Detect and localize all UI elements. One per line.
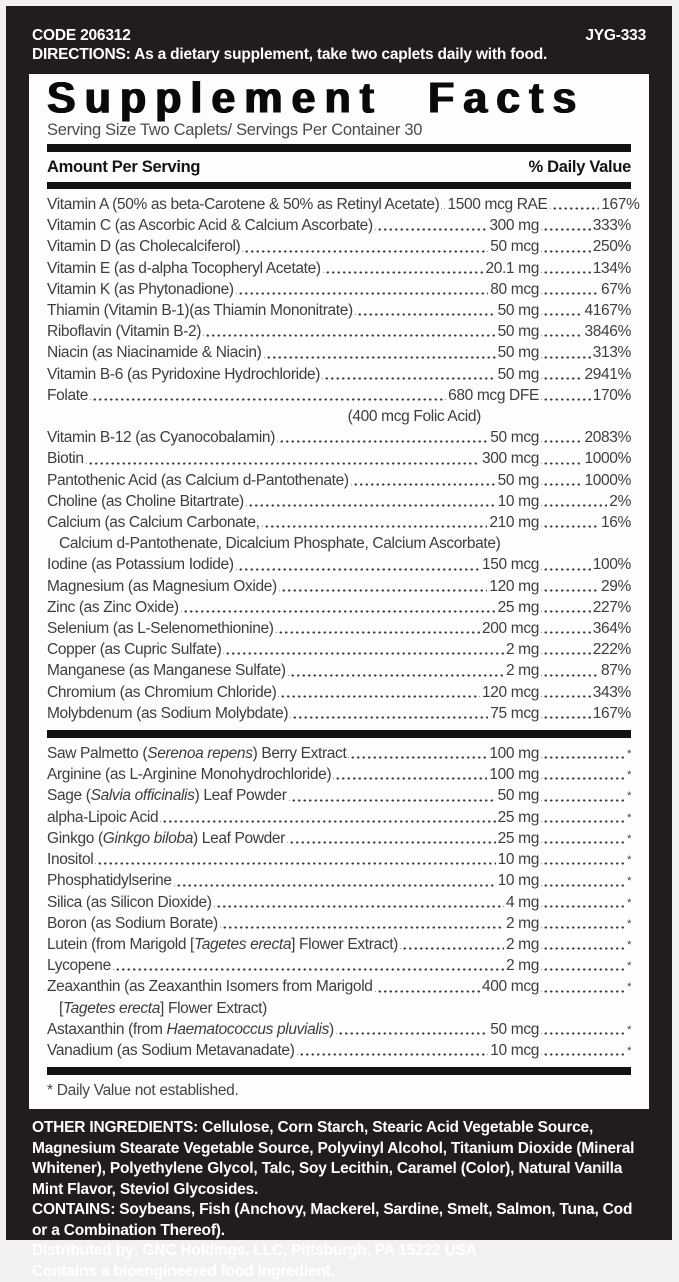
ingredient-amount: 100 mg — [489, 766, 539, 784]
ingredient-amount: 4 mg — [505, 893, 539, 911]
dot-leader — [541, 764, 625, 785]
ingredient-daily-value: * — [627, 875, 631, 888]
ingredient-name: Chromium (as Chromium Chloride) — [47, 683, 277, 701]
dot-leader — [264, 342, 496, 363]
ingredient-row — [47, 279, 631, 300]
dot-leader — [290, 703, 488, 724]
daily-value-cell — [539, 554, 631, 575]
ingredient-row — [47, 807, 631, 828]
ingredient-row — [47, 1040, 631, 1061]
daily-value-cell — [539, 618, 631, 639]
ingredient-name: Boron (as Sodium Borate) — [47, 914, 218, 932]
ingredient-daily-value: 87% — [601, 662, 631, 680]
dot-leader — [541, 639, 591, 660]
daily-value-cell — [539, 934, 631, 955]
ingredient-amount: 50 mg — [497, 365, 539, 383]
dot-leader — [541, 703, 591, 724]
ingredient-name: Pantothenic Acid (as Calcium d-Pantothenate) — [47, 471, 349, 489]
dot-leader — [541, 427, 582, 448]
ingredient-daily-value: 1000% — [584, 450, 631, 468]
ingredient-name: Selenium (as L-Selenomethionine) — [47, 620, 274, 638]
dot-leader — [322, 364, 496, 385]
ingredient-name: Biotin — [47, 450, 84, 468]
ingredient-amount: 10 mg — [497, 872, 539, 890]
dot-leader — [541, 364, 582, 385]
dot-leader — [276, 618, 480, 639]
ingredient-name: Vitamin B-12 (as Cyanocobalamin) — [47, 429, 276, 447]
ingredient-daily-value: * — [627, 832, 631, 845]
daily-value-cell — [539, 892, 631, 913]
dot-leader — [277, 427, 488, 448]
dot-leader — [541, 1040, 625, 1061]
ingredient-daily-value: 222% — [592, 641, 631, 659]
dot-leader — [279, 576, 488, 597]
dot-leader — [541, 849, 625, 870]
ingredient-name: Choline (as Choline Bitartrate) — [47, 492, 244, 510]
ingredient-name: Sage (Salvia officinalis) Leaf Powder — [47, 787, 287, 805]
dot-leader — [541, 470, 582, 491]
daily-value-cell — [539, 743, 631, 764]
dot-leader — [351, 470, 496, 491]
ingredient-name: Vanadium (as Sodium Metavanadate) — [47, 1041, 295, 1059]
contains-line — [32, 1200, 646, 1241]
dot-leader — [541, 870, 625, 891]
daily-value-cell — [539, 785, 631, 806]
ingredient-row — [47, 639, 631, 660]
product-code: CODE 206312 — [32, 27, 131, 44]
daily-value-cell — [539, 703, 631, 724]
ingredient-row — [47, 576, 631, 597]
column-header-amount: Amount Per Serving — [47, 158, 201, 176]
dot-leader — [541, 913, 625, 934]
dot-leader — [541, 448, 582, 469]
ingredient-amount: 25 mg — [497, 829, 539, 847]
ingredient-name: Vitamin A (50% as beta-Carotene & 50% as Retinyl Acetate) — [47, 196, 440, 213]
ingredient-name: Inositol — [47, 851, 94, 869]
daily-value-cell — [539, 976, 631, 997]
ingredient-row — [47, 976, 631, 997]
ingredient-row — [47, 618, 631, 639]
ingredient-amount: 50 mg — [497, 344, 539, 362]
ingredient-daily-value: 170% — [592, 386, 631, 404]
dot-leader — [541, 828, 625, 849]
directions-line — [32, 45, 646, 64]
ingredient-daily-value: 3846% — [584, 323, 631, 341]
ingredient-daily-value: 227% — [592, 598, 631, 616]
ingredient-amount: 10 mg — [497, 492, 539, 510]
daily-value-cell — [539, 828, 631, 849]
ingredient-daily-value: 1000% — [584, 471, 631, 489]
daily-value-cell — [539, 913, 631, 934]
dot-leader — [355, 300, 496, 321]
ingredient-row — [47, 194, 640, 215]
daily-value-cell — [539, 215, 631, 236]
distributed-by-label: Distributed by: — [32, 1242, 139, 1260]
daily-value-cell — [539, 321, 631, 342]
dot-leader — [541, 785, 625, 806]
daily-value-cell — [539, 427, 631, 448]
ingredient-daily-value: 2083% — [584, 429, 631, 447]
dot-leader — [541, 597, 591, 618]
daily-value-cell — [539, 512, 631, 533]
ingredient-name: Zinc (as Zinc Oxide) — [47, 598, 179, 616]
dot-leader — [236, 554, 480, 575]
daily-value-cell — [539, 870, 631, 891]
dot-leader — [95, 849, 495, 870]
dot-leader — [181, 597, 496, 618]
dot-leader — [86, 448, 480, 469]
daily-value-cell — [539, 682, 631, 703]
ingredient-name: Riboflavin (Vitamin B-2) — [47, 323, 202, 341]
divider-bar — [47, 1067, 631, 1075]
ingredient-row — [47, 743, 631, 764]
ingredient-name: Niacin (as Niacinamide & Niacin) — [47, 344, 262, 362]
code-row — [32, 26, 646, 45]
dot-leader — [541, 976, 625, 997]
dot-leader — [236, 279, 489, 300]
ingredient-row — [47, 554, 631, 575]
ingredient-name: Astaxanthin (from Haematococcus pluvialis) — [47, 1020, 334, 1038]
daily-value-cell — [539, 1019, 631, 1040]
dot-leader — [242, 236, 488, 257]
ingredient-amount: 1500 mcg RAE — [447, 196, 548, 213]
dot-leader — [90, 385, 446, 406]
ingredient-amount: 20.1 mg — [485, 259, 539, 277]
ingredient-row — [47, 448, 631, 469]
ingredient-daily-value: 16% — [601, 514, 631, 532]
dot-leader — [262, 512, 488, 533]
dot-leader — [541, 258, 591, 279]
ingredient-row — [47, 764, 631, 785]
dot-leader — [375, 976, 480, 997]
dot-leader — [541, 342, 591, 363]
daily-value-cell — [539, 849, 631, 870]
ingredient-row — [47, 491, 631, 512]
ingredient-name: Lutein (from Marigold [Tagetes erecta] Flower Extract) — [47, 935, 398, 953]
ingredient-name: Vitamin D (as Cholecalciferol) — [47, 238, 241, 256]
ingredient-name: Copper (as Cupric Sulfate) — [47, 641, 222, 659]
ingredient-row — [47, 934, 631, 955]
ingredient-row — [47, 828, 631, 849]
ingredient-daily-value: 343% — [592, 683, 631, 701]
dot-leader — [541, 955, 625, 976]
supplement-label — [6, 6, 672, 1280]
daily-value-cell — [539, 660, 631, 681]
contains-text: Soybeans, Fish (Anchovy, Mackerel, Sardine, Smelt, Salmon, Tuna, Cod or a Combination Thereof). — [32, 1201, 633, 1239]
ingredient-row — [47, 1019, 631, 1040]
ingredient-name: Iodine (as Potassium Iodide) — [47, 556, 234, 574]
ingredient-amount: 80 mcg — [490, 280, 539, 298]
ingredient-name: Ginkgo (Ginkgo biloba) Leaf Powder — [47, 829, 285, 847]
dot-leader — [246, 491, 496, 512]
dot-leader — [541, 215, 591, 236]
ingredient-amount: 2 mg — [505, 957, 539, 975]
ingredient-row — [47, 597, 631, 618]
ingredient-amount: 210 mg — [489, 514, 539, 532]
other-ingredients-label: OTHER INGREDIENTS: — [32, 1119, 199, 1137]
divider-bar — [47, 144, 631, 152]
dot-leader — [333, 764, 487, 785]
ingredient-continuation: Calcium d-Pantothenate, Dicalcium Phosphate, Calcium Ascorbate) — [59, 535, 501, 553]
ingredient-row — [47, 849, 631, 870]
dot-leader — [541, 512, 599, 533]
ingredient-daily-value: * — [627, 960, 631, 973]
divider-bar — [47, 182, 631, 189]
ingredient-row — [47, 955, 631, 976]
ingredient-row — [47, 703, 631, 724]
dot-leader — [541, 682, 591, 703]
ingredient-amount: 25 mg — [497, 808, 539, 826]
ingredient-row — [47, 364, 631, 385]
dot-leader — [541, 491, 607, 512]
ingredient-row — [47, 512, 631, 533]
ingredient-row — [47, 258, 631, 279]
dot-leader — [323, 258, 484, 279]
dot-leader — [541, 807, 625, 828]
ingredient-row — [47, 236, 631, 257]
dot-leader — [541, 385, 591, 406]
ingredient-amount: 10 mg — [497, 851, 539, 869]
ingredient-daily-value: 2941% — [584, 365, 631, 383]
ingredient-amount: 25 mg — [497, 598, 539, 616]
ingredient-daily-value: * — [627, 854, 631, 867]
ingredient-amount: 50 mg — [497, 471, 539, 489]
column-header-row — [47, 155, 631, 179]
ingredient-name: Folate — [47, 386, 88, 404]
ingredient-row — [47, 682, 631, 703]
dot-leader — [336, 1019, 488, 1040]
daily-value-cell — [539, 279, 631, 300]
ingredient-row — [47, 870, 631, 891]
dot-leader — [541, 934, 625, 955]
ingredient-amount: 50 mg — [497, 302, 539, 320]
dot-leader — [541, 554, 591, 575]
dot-leader — [160, 807, 495, 828]
ingredient-daily-value: 67% — [601, 280, 631, 298]
ingredient-row — [47, 342, 631, 363]
ingredient-row — [47, 300, 631, 321]
ingredient-row — [47, 913, 631, 934]
ingredient-row — [47, 785, 631, 806]
dot-leader — [278, 682, 480, 703]
label-bottom-footer — [6, 1109, 672, 1282]
daily-value-cell — [539, 258, 631, 279]
daily-value-footnote: * Daily Value not established. — [47, 1082, 239, 1100]
panel-title: Supplement Facts — [47, 73, 586, 123]
ingredient-amount: 2 mg — [505, 935, 539, 953]
dot-leader — [375, 215, 488, 236]
ingredient-daily-value: 2% — [609, 492, 631, 510]
ingredient-daily-value: 167% — [601, 196, 640, 213]
ingredient-amount: 400 mcg — [482, 978, 539, 996]
ingredient-daily-value: 364% — [592, 620, 631, 638]
dot-leader — [441, 194, 445, 215]
ingredient-name: Vitamin E (as d-alpha Tocopheryl Acetate) — [47, 259, 321, 277]
supplement-facts-panel — [29, 74, 649, 1109]
ingredient-name: Vitamin B-6 (as Pyridoxine Hydrochloride) — [47, 365, 321, 383]
ingredient-name: Thiamin (Vitamin B-1)(as Thiamin Mononitrate) — [47, 302, 353, 320]
ingredient-row — [47, 470, 631, 491]
ingredient-amount: 120 mg — [489, 577, 539, 595]
ingredient-daily-value: 250% — [592, 238, 631, 256]
ingredient-row — [47, 660, 631, 681]
ingredient-daily-value: 313% — [592, 344, 631, 362]
ingredient-continuation: [Tagetes erecta] Flower Extract) — [59, 999, 267, 1017]
label-top-header — [6, 6, 672, 70]
daily-value-cell — [539, 807, 631, 828]
ingredient-row — [47, 427, 631, 448]
dot-leader — [287, 828, 496, 849]
ingredient-name: Saw Palmetto (Serenoa repens) Berry Extract — [47, 745, 347, 763]
ingredient-daily-value: 100% — [592, 556, 631, 574]
ingredient-daily-value: * — [627, 1044, 631, 1057]
ingredient-row — [47, 385, 631, 406]
ingredient-row — [47, 321, 631, 342]
ingredient-daily-value: * — [627, 896, 631, 909]
column-header-daily-value: % Daily Value — [528, 158, 631, 176]
other-ingredients-text: Cellulose, Corn Starch, Stearic Acid Vegetable Source, Magnesium Stearate Vegetable Source, Polyvinyl Alcohol, Titanium Dioxide (Mineral Whitener), Polyethylene Glycol, Talc, Soy Lecithin, Caramel (Color), Natural Vanilla Mint Flavor, Steviol Glycosides. — [32, 1119, 635, 1198]
dot-leader — [113, 955, 504, 976]
ingredient-name: Vitamin K (as Phytonadione) — [47, 280, 234, 298]
daily-value-cell — [539, 364, 631, 385]
daily-value-cell — [539, 236, 631, 257]
bioengineered-line: Contains a bioengineered food ingredient. — [32, 1262, 335, 1280]
ingredient-daily-value: * — [627, 917, 631, 930]
ingredient-daily-value: * — [627, 811, 631, 824]
dot-leader — [400, 934, 504, 955]
ingredient-daily-value: 167% — [592, 704, 631, 722]
dot-leader — [289, 785, 496, 806]
ingredient-amount: 2 mg — [505, 641, 539, 659]
ingredient-amount: 75 mcg — [490, 704, 539, 722]
ingredient-daily-value: * — [627, 790, 631, 803]
ingredient-daily-value: 29% — [601, 577, 631, 595]
dot-leader — [541, 892, 625, 913]
daily-value-cell — [539, 491, 631, 512]
daily-value-cell — [539, 597, 631, 618]
ingredient-daily-value: 134% — [592, 259, 631, 277]
botanicals-section — [47, 741, 631, 1064]
ingredient-daily-value: * — [627, 769, 631, 782]
ingredient-amount: 50 mcg — [490, 1020, 539, 1038]
ingredient-name: alpha-Lipoic Acid — [47, 808, 159, 826]
dot-leader — [541, 743, 625, 764]
dot-leader — [541, 236, 591, 257]
other-ingredients-line — [32, 1118, 646, 1200]
ingredient-amount: 50 mcg — [490, 429, 539, 447]
dot-leader — [541, 576, 599, 597]
ingredient-row — [47, 892, 631, 913]
ingredient-amount: 10 mcg — [490, 1041, 539, 1059]
product-sku: JYG-333 — [585, 27, 646, 44]
dot-leader — [541, 279, 599, 300]
ingredient-daily-value: 333% — [592, 217, 631, 235]
daily-value-cell — [539, 955, 631, 976]
ingredient-row — [47, 215, 631, 236]
daily-value-cell — [539, 300, 631, 321]
ingredient-amount: 300 mcg — [482, 450, 539, 468]
ingredient-amount: 150 mcg — [482, 556, 539, 574]
ingredient-amount: 680 mcg DFE — [448, 386, 539, 404]
ingredient-amount: 2 mg — [505, 662, 539, 680]
dot-leader — [541, 1019, 625, 1040]
ingredient-name: Vitamin C (as Ascorbic Acid & Calcium Ascorbate) — [47, 217, 373, 235]
daily-value-cell — [539, 448, 631, 469]
ingredient-name: Molybdenum (as Sodium Molybdate) — [47, 704, 289, 722]
dot-leader — [348, 743, 487, 764]
dot-leader — [297, 1040, 489, 1061]
dot-leader — [541, 660, 599, 681]
dot-leader — [541, 300, 582, 321]
distributed-by-line — [32, 1241, 646, 1262]
distributed-by-text: GNC Holdings, LLC, Pittsburgh, PA 15222 USA — [138, 1242, 477, 1260]
daily-value-cell — [539, 470, 631, 491]
ingredient-name: Arginine (as L-Arginine Monohydrochloride) — [47, 766, 332, 784]
dot-leader — [288, 660, 504, 681]
ingredient-daily-value: * — [627, 981, 631, 994]
daily-value-cell — [539, 764, 631, 785]
serving-size-line: Serving Size Two Caplets/ Servings Per Container 30 — [47, 121, 423, 139]
daily-value-cell — [539, 385, 631, 406]
ingredient-amount: 2 mg — [505, 914, 539, 932]
ingredient-daily-value: * — [627, 1023, 631, 1036]
dot-leader — [541, 321, 582, 342]
ingredient-name: Magnesium (as Magnesium Oxide) — [47, 577, 277, 595]
dot-leader — [174, 870, 496, 891]
ingredient-amount: 50 mg — [497, 323, 539, 341]
ingredient-daily-value: 4167% — [584, 302, 631, 320]
ingredient-name: Manganese (as Manganese Sulfate) — [47, 662, 286, 680]
daily-value-cell — [539, 576, 631, 597]
vitamins-minerals-section — [47, 192, 640, 727]
ingredient-amount: 50 mcg — [490, 238, 539, 256]
ingredient-name: Lycopene — [47, 957, 111, 975]
directions-label: DIRECTIONS: — [32, 46, 131, 63]
ingredient-name: Silica (as Silicon Dioxide) — [47, 893, 212, 911]
ingredient-daily-value: * — [627, 938, 631, 951]
ingredient-name: Zeaxanthin (as Zeaxanthin Isomers from Marigold — [47, 978, 373, 996]
daily-value-cell — [539, 1040, 631, 1061]
ingredient-amount: 120 mcg — [482, 683, 539, 701]
ingredient-amount: 50 mg — [497, 787, 539, 805]
ingredient-amount: 300 mg — [489, 217, 539, 235]
dot-leader — [223, 639, 504, 660]
ingredient-daily-value: * — [627, 748, 631, 761]
daily-value-cell — [548, 194, 640, 215]
directions-text: As a dietary supplement, take two caplets daily with food. — [130, 46, 548, 63]
ingredient-name: Phosphatidylserine — [47, 872, 172, 890]
ingredient-continuation: (400 mcg Folic Acid) — [347, 408, 481, 426]
dot-leader — [541, 618, 591, 639]
ingredient-name: Calcium (as Calcium Carbonate, — [47, 514, 260, 532]
dot-leader — [214, 892, 504, 913]
ingredient-amount: 100 mg — [489, 745, 539, 763]
dot-leader — [203, 321, 496, 342]
daily-value-cell — [539, 342, 631, 363]
dot-leader — [550, 194, 600, 215]
daily-value-cell — [539, 639, 631, 660]
ingredient-amount: 200 mcg — [482, 620, 539, 638]
contains-label: CONTAINS: — [32, 1201, 116, 1219]
dot-leader — [220, 913, 504, 934]
divider-bar — [47, 730, 631, 738]
